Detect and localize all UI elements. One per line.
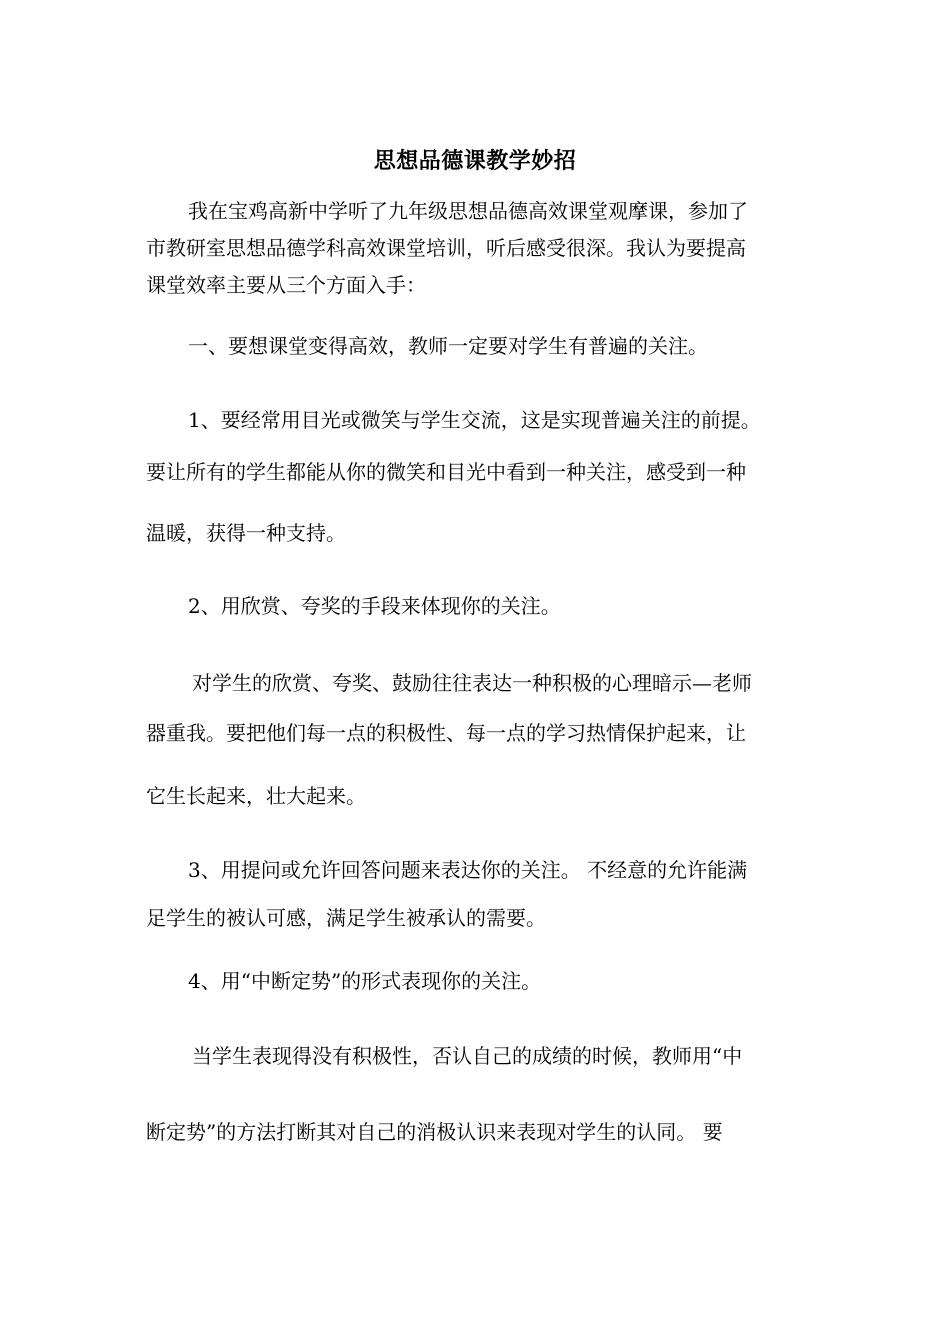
paragraph-line: 1、要经常用目光或微笑与学生交流，这是实现普遍关注的前提。 [188,408,761,432]
paragraph-line: 断定势”的方法打断其对自己的消极认识来表现对学生的认同。 要 [146,1120,723,1144]
paragraph-line: 足学生的被认可感，满足学生被承认的需要。 [146,906,546,930]
paragraph-line: 3、用提问或允许回答问题来表达你的关注。 不经意的允许能满 [188,858,748,882]
paragraph-line: 对学生的欣赏、夸奖、鼓励往往表达一种积极的心理暗示—老师 [192,671,752,695]
paragraph-line: 器重我。要把他们每一点的积极性、每一点的学习热情保护起来，让 [146,721,746,745]
paragraph-line: 市教研室思想品德学科高效课堂培训，听后感受很深。我认为要提高 [146,236,746,260]
paragraph-line: 要让所有的学生都能从你的微笑和目光中看到一种关注，感受到一种 [146,460,746,484]
section-heading: 一、要想课堂变得高效，教师一定要对学生有普遍的关注。 [188,334,708,358]
paragraph-line: 2、用欣赏、夸奖的手段来体现你的关注。 [188,594,561,618]
paragraph-line: 温暖，获得一种支持。 [146,521,346,545]
paragraph-line: 我在宝鸡高新中学听了九年级思想品德高效课堂观摩课，参加了 [188,199,748,223]
paragraph-line: 它生长起来，壮大起来。 [146,784,366,808]
paragraph-line: 当学生表现得没有积极性，否认自己的成绩的时候，教师用“中 [192,1044,743,1068]
document-title: 思想品德课教学妙招 [373,148,577,174]
paragraph-line: 课堂效率主要从三个方面入手： [146,273,426,297]
paragraph-line: 4、用“中断定势”的形式表现你的关注。 [188,969,542,993]
